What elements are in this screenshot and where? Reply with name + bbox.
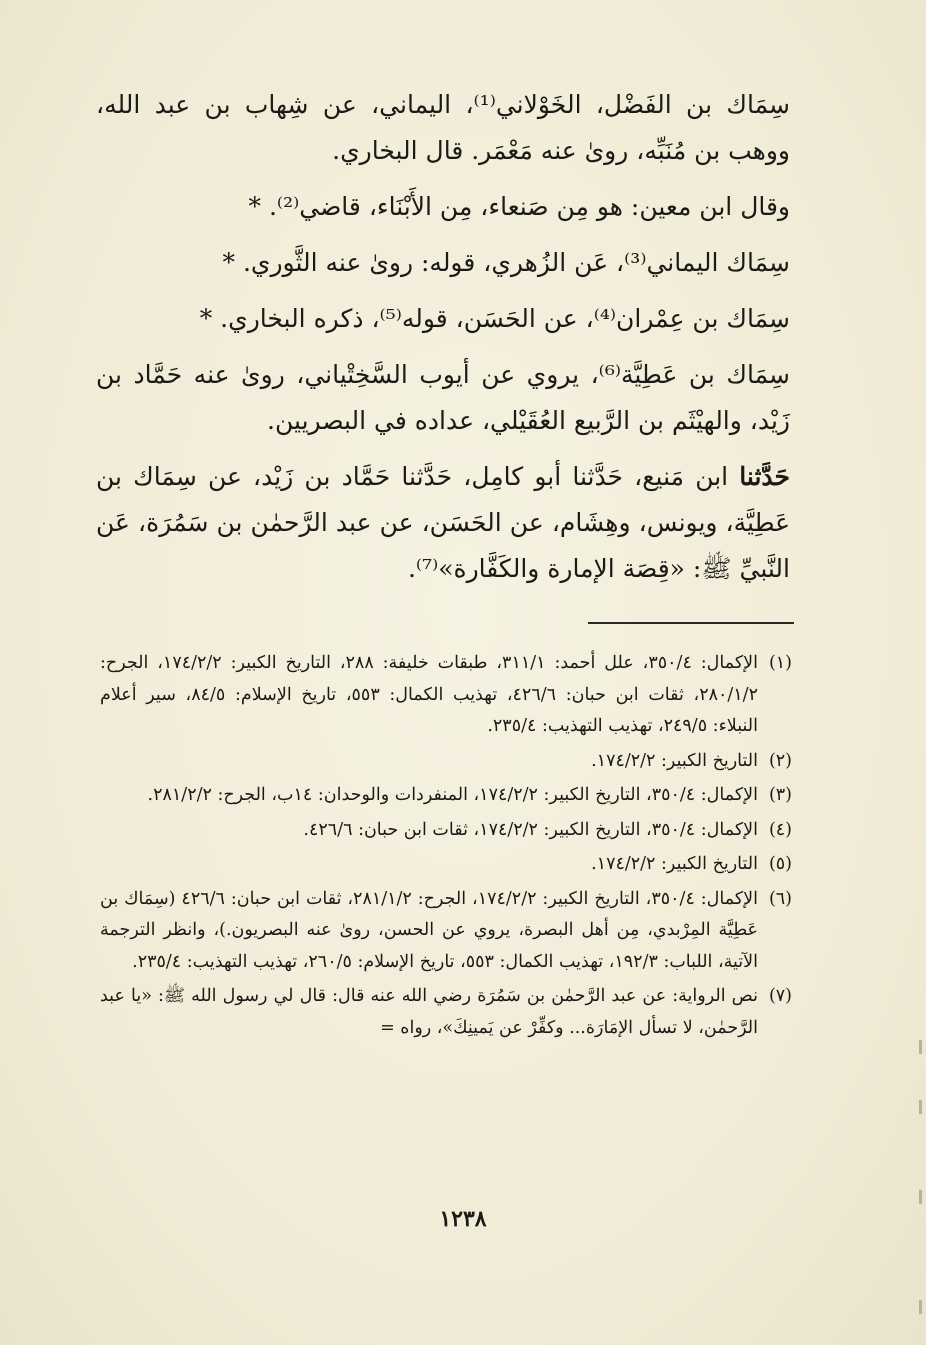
footnote-number: (٧) — [768, 986, 792, 1006]
footnote — [100, 648, 792, 743]
entry-simak-ibn-al-fadl: سِمَاك بن الفَضْل، الخَوْلاني⁽¹⁾، اليماني، عن شِهاب بن عبد الله، ووهب بن مُنَبِّه، روىٰ عنه مَعْمَر. قال البخاري. — [96, 90, 790, 165]
footnote-separator — [588, 622, 794, 624]
footnote-text: التاريخ الكبير: ١٧٤/٢/٢. — [591, 854, 758, 874]
footnote-number: (١) — [768, 653, 792, 673]
hadith-chain — [96, 454, 790, 592]
scan-edge-mark — [919, 1100, 922, 1114]
footnote-number: (٥) — [768, 854, 792, 874]
footnote-number: (٣) — [768, 785, 792, 805]
footnote — [100, 780, 792, 812]
scan-edge-mark — [919, 1190, 922, 1204]
hadith-text: ابن مَنيع، حَدَّثنا أبو كامِل، حَدَّثنا حَمَّاد بن زَيْد، عن سِمَاك بن عَطِيَّة، ويونس، وهِشَام، عن الحَسَن، عن عبد الرَّحمٰن بن سَمُرَة، عَن النَّبيِّ ﷺ: «قِصَة الإمارة والكَفَّارة»⁽⁷⁾. — [96, 462, 790, 583]
footnote-number: (٤) — [768, 819, 792, 840]
footnote — [100, 849, 792, 881]
footnote-text: التاريخ الكبير: ١٧٤/٢/٢. — [591, 750, 758, 771]
scan-edge-mark — [919, 1300, 922, 1314]
footnote-text: الإكمال: ٣٥٠/٤، التاريخ الكبير: ١٧٤/٢/٢، المنفردات والوحدان: ١٤ب، الجرح: ٢٨١/٢/٢. — [147, 785, 758, 805]
footnote-text: الإكمال: ٣٥٠/٤، التاريخ الكبير: ١٧٤/٢/٢، الجرح: ٢٨١/١/٢، ثقات ابن حبان: ٤٢٦/٦ (سِمَاك بن عَطِيَّة المِرْبدي، مِن أهل البصرة، يروي عن الحسن، روىٰ عنه البصريون.)، وانظر الترجمة الآتية، اللباب: ١٩٢/٣، تهذيب الكمال: ٥٥٣، تاريخ الإسلام: ٢٦٠/٥، تهذيب التهذيب: ٢٣٥/٤. — [100, 888, 759, 972]
footnote-text: نص الرواية: عن عبد الرَّحمٰن بن سَمُرَة رضي الله عنه قال: قال لي رسول الله ﷺ: «يا عبد الرَّحمٰن، لا تسأل الإمَارَة... وكفِّرْ عن يَمينِكَ»، رواه = — [100, 986, 758, 1038]
footnote-number: (٢) — [768, 750, 792, 771]
entry-ibn-maeen-quote: وقال ابن معين: هو مِن صَنعاء، مِن الأَبْنَاء، قاضي⁽²⁾. * — [248, 192, 790, 221]
entry-simak-ibn-atiyya: سِمَاك بن عَطِيَّة⁽⁶⁾، يروي عن أيوب السَّخِتْياني، روىٰ عنه حَمَّاد بن زَيْد، والهيْثَم بن الرَّبيع العُقَيْلي، عداده في البصريين. — [96, 360, 790, 435]
page-number: ١٢٣٨ — [439, 1206, 487, 1232]
footnote-number: (٦) — [768, 888, 792, 909]
footnotes — [100, 648, 792, 1047]
footnote — [100, 815, 792, 847]
hadith-lead-word: حَدَّثنا — [739, 462, 790, 491]
scan-edge-mark — [919, 1040, 922, 1054]
footnote-text: الإكمال: ٣٥٠/٤، التاريخ الكبير: ١٧٤/٢/٢، ثقات ابن حبان: ٤٢٦/٦. — [303, 819, 758, 840]
footnote — [100, 981, 792, 1044]
entry-simak-ibn-imran: سِمَاك بن عِمْران⁽⁴⁾، عن الحَسَن، قوله⁽⁵⁾، ذكره البخاري. * — [199, 304, 790, 333]
entry-simak-al-yamani: سِمَاك اليماني⁽³⁾، عَن الزُهري، قوله: روىٰ عنه الثَّوري. * — [222, 248, 790, 277]
footnote-text: الإكمال: ٣٥٠/٤، علل أحمد: ٣١١/١، طبقات خليفة: ٢٨٨، التاريخ الكبير: ١٧٤/٢/٢، الجرح: ٢٨٠/١/٢، ثقات ابن حبان: ٤٢٦/٦، تهذيب الكمال: ٥٥٣، تاريخ الإسلام: ٨٤/٥، سير أعلام النبلاء: ٢٤٩/٥، تهذيب التهذيب: ٢٣٥/٤. — [100, 653, 758, 736]
footnote — [100, 746, 792, 778]
footnote — [100, 884, 792, 979]
main-text — [96, 82, 790, 592]
